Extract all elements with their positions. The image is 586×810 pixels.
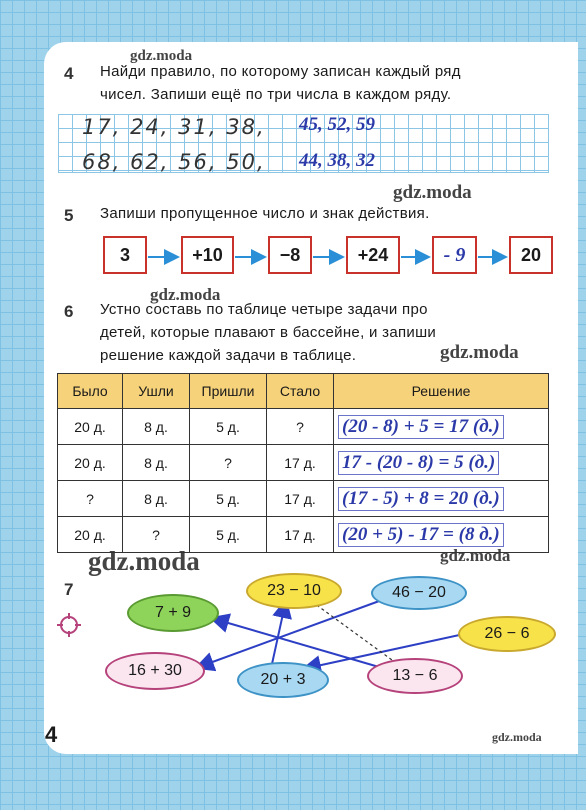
- task-4-text-line1: Найди правило, по которому записан каждый ряд: [100, 63, 461, 80]
- chain-box-op: +24: [346, 236, 400, 274]
- header-stalo: Стало: [267, 374, 334, 409]
- task-7-number: 7: [64, 580, 74, 599]
- watermark: gdz.moda: [492, 730, 542, 744]
- watermark: gdz.moda: [150, 285, 221, 304]
- task-4-row2-given: 68, 62, 56, 50,: [82, 150, 266, 174]
- table-cell: 20 д.: [58, 409, 123, 445]
- oval-yellow[interactable]: 26 − 6: [458, 616, 556, 652]
- table-row: [58, 445, 549, 481]
- match-arrow: [272, 600, 286, 664]
- chain-box-result: 20: [509, 236, 553, 274]
- table-cell: 20 д.: [58, 517, 123, 553]
- task-4-number: 4: [64, 64, 74, 83]
- header-ushli: Ушли: [123, 374, 190, 409]
- task-5-text: Запиши пропущенное число и знак действия.: [100, 205, 430, 222]
- task-6-text-line3: решение каждой задачи в таблице.: [100, 347, 357, 364]
- solution-cell[interactable]: [334, 409, 549, 445]
- table-cell: ?: [267, 409, 334, 445]
- solution-text: (20 - 8) + 5 = 17 (д.): [338, 415, 504, 439]
- match-arrow: [211, 618, 379, 667]
- table-cell: 20 д.: [58, 445, 123, 481]
- watermark: gdz.moda: [88, 546, 200, 576]
- task-4-row1-given: 17, 24, 31, 38,: [82, 115, 266, 139]
- table-row: [58, 481, 549, 517]
- oval-yellow[interactable]: 23 − 10: [246, 573, 342, 609]
- table-row: [58, 409, 549, 445]
- table-cell: 8 д.: [123, 445, 190, 481]
- table-cell: ?: [58, 481, 123, 517]
- chain-box-start: 3: [103, 236, 147, 274]
- task-4-row1-answer: 45, 52, 59: [299, 114, 375, 135]
- chain-box-op: −8: [268, 236, 312, 274]
- task-6-text-line1: Устно составь по таблице четыре задачи про: [100, 301, 428, 318]
- oval-green[interactable]: 7 + 9: [127, 594, 219, 632]
- watermark: gdz.moda: [440, 342, 519, 363]
- oval-pink[interactable]: 16 + 30: [105, 652, 205, 690]
- task-6-text-line2: детей, которые плавают в бассейне, и запиши: [100, 324, 437, 341]
- oval-blue[interactable]: 20 + 3: [237, 662, 329, 698]
- table-cell: 17 д.: [267, 481, 334, 517]
- header-bylo: Было: [58, 374, 123, 409]
- table-cell: 8 д.: [123, 481, 190, 517]
- table-cell: 8 д.: [123, 409, 190, 445]
- table-cell: ?: [190, 445, 267, 481]
- watermark: gdz.moda: [440, 546, 511, 565]
- solution-text: (17 - 5) + 8 = 20 (д.): [338, 487, 504, 511]
- oval-blue[interactable]: 46 − 20: [371, 576, 467, 610]
- header-reshenie: Решение: [334, 374, 549, 409]
- task-4-text-line2: чисел. Запиши ещё по три числа в каждом ряду.: [100, 86, 452, 103]
- swimming-table: [57, 373, 549, 553]
- table-cell: ?: [123, 517, 190, 553]
- table-cell: 17 д.: [267, 445, 334, 481]
- task-6-number: 6: [64, 302, 74, 321]
- solution-text: 17 - (20 - 8) = 5 (д.): [338, 451, 499, 475]
- task-4-row2-answer: 44, 38, 32: [299, 150, 375, 171]
- header-prishli: Пришли: [190, 374, 267, 409]
- solution-cell[interactable]: [334, 517, 549, 553]
- solution-text: (20 + 5) - 17 = (8 д.): [338, 523, 504, 547]
- chain-box-answer[interactable]: - 9: [432, 236, 477, 274]
- solution-cell[interactable]: [334, 445, 549, 481]
- table-row: [58, 517, 549, 553]
- table-cell: 5 д.: [190, 409, 267, 445]
- table-cell: 5 д.: [190, 481, 267, 517]
- page-number: 4: [45, 722, 58, 747]
- chain-box-op: +10: [181, 236, 234, 274]
- task-5-number: 5: [64, 206, 74, 225]
- table-cell: 17 д.: [267, 517, 334, 553]
- table-cell: 5 д.: [190, 517, 267, 553]
- watermark: gdz.moda: [130, 48, 193, 64]
- oval-pink[interactable]: 13 − 6: [367, 658, 463, 694]
- table-header-row: [58, 374, 549, 409]
- watermark: gdz.moda: [393, 182, 472, 203]
- solution-cell[interactable]: [334, 481, 549, 517]
